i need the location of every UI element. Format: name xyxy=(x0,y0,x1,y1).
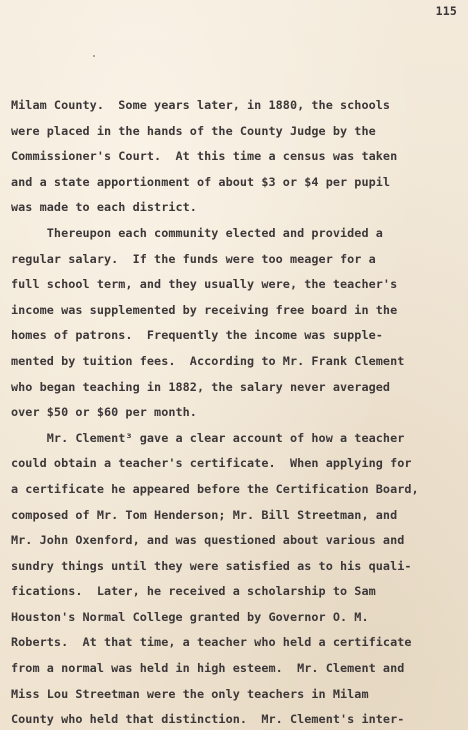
text-line: Commissioner's Court. At this time a census was taken xyxy=(11,149,398,164)
text-line: Roberts. At that time, a teacher who held a certificate xyxy=(11,635,412,650)
text-line: fications. Later, he received a scholarship to Sam xyxy=(11,584,376,599)
text-line: Milam County. Some years later, in 1880, the schools xyxy=(11,98,391,112)
page-number: 115 xyxy=(435,4,457,18)
text-line: mented by tuition fees. According to Mr. Frank Clement xyxy=(11,353,405,368)
text-line: over $50 or $60 per month. xyxy=(11,405,197,420)
text-line: homes of patrons. Frequently the income was supple- xyxy=(11,328,383,343)
text-line: full school term, and they usually were, the teacher's xyxy=(11,277,398,292)
text-line: and a state apportionment of about $3 or $4 per pupil xyxy=(11,174,391,189)
text-line: Thereupon each community elected and provided a xyxy=(11,225,383,240)
text-line: Mr. John Oxenford, and was questioned about various and xyxy=(11,533,405,548)
text-line: from a normal was held in high esteem. Mr. Clement and xyxy=(11,661,405,676)
text-line: Houston's Normal College granted by Governor O. M. xyxy=(11,609,369,624)
text-line: sundry things until they were satisfied as to his quali- xyxy=(11,558,412,573)
text-line: a certificate he appeared before the Certification Board, xyxy=(11,481,419,496)
text-line: County who held that distinction. Mr. Clement's inter- xyxy=(11,712,405,727)
text-line: income was supplemented by receiving free board in the xyxy=(11,302,398,317)
text-line: Miss Lou Streetman were the only teachers in Milam xyxy=(11,686,369,701)
text-line: composed of Mr. Tom Henderson; Mr. Bill Streetman, and xyxy=(11,507,398,522)
text-line: Mr. Clement³ gave a clear account of how a teacher xyxy=(11,430,405,445)
body-text xyxy=(11,93,463,730)
ink-speck xyxy=(93,55,95,57)
text-line: regular salary. If the funds were too meager for a xyxy=(11,251,376,266)
text-line: was made to each district. xyxy=(11,200,197,215)
text-line: who began teaching in 1882, the salary never averaged xyxy=(11,379,391,394)
text-line: could obtain a teacher's certificate. When applying for xyxy=(11,456,412,471)
text-line: were placed in the hands of the County Judge by the xyxy=(11,123,376,138)
